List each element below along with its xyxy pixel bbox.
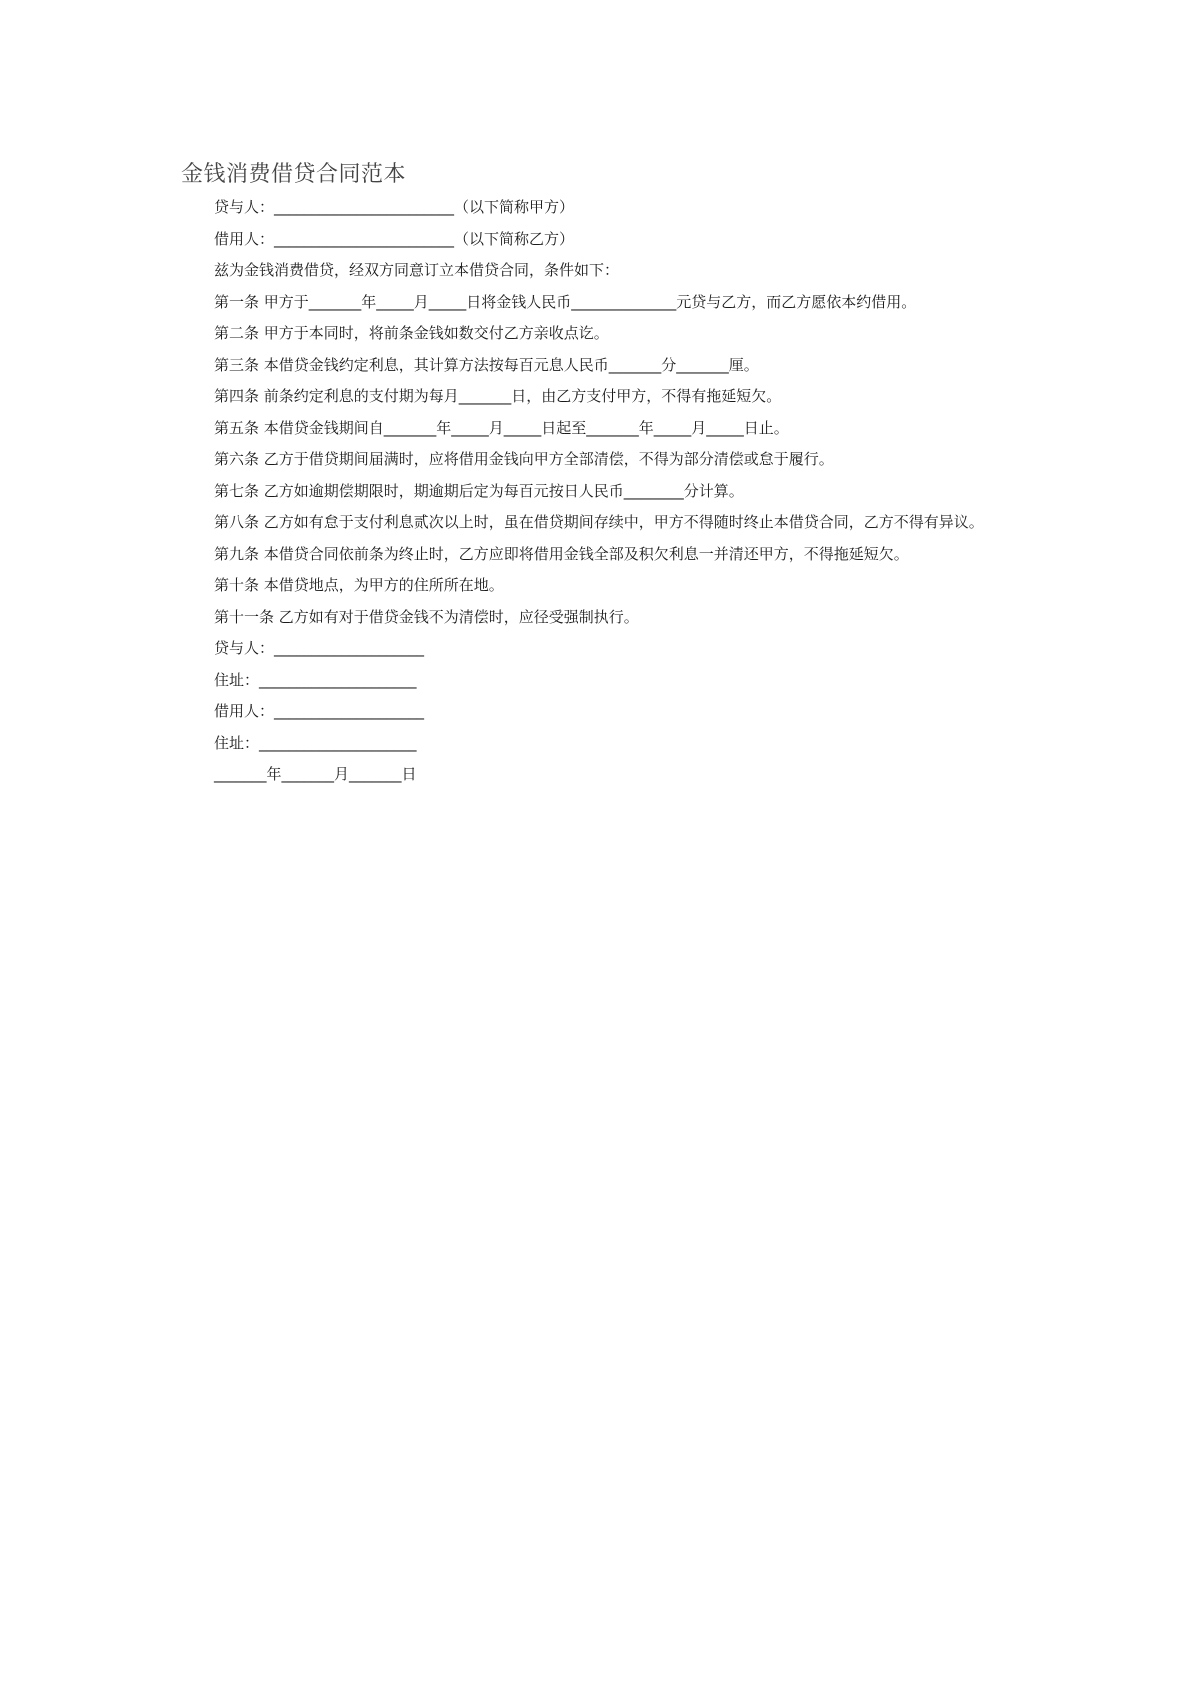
article-6: 第六条 乙方于借贷期间届满时，应将借用金钱向甲方全部清偿，不得为部分清偿或怠于履行。 [214,450,834,468]
preamble: 兹为金钱消费借贷，经双方同意订立本借贷合同，条件如下： [214,261,620,279]
article-9: 第九条 本借贷合同依前条为终止时，乙方应即将借用金钱全部及积欠利息一并清还甲方，不得拖延短欠。 [214,544,909,563]
signature-date: _______年_______月_______日 [214,765,417,783]
document-body [181,192,1016,791]
article-2: 第二条 甲方于本同时，将前条金钱如数交付乙方亲收点讫。 [214,324,609,342]
article-7: 第七条 乙方如逾期偿期限时，期逾期后定为每百元按日人民币________分计算。 [214,481,744,500]
signature-borrower-address: 住址：_____________________ [214,733,417,752]
signature-lender: 贷与人：____________________ [214,639,425,657]
signature-lender-address: 住址：_____________________ [214,670,417,689]
article-8: 第八条 乙方如有怠于支付利息贰次以上时，虽在借贷期间存续中，甲方不得随时终止本借贷合同，乙方不得有异议。 [214,513,984,531]
article-11: 第十一条 乙方如有对于借贷金钱不为清偿时，应径受强制执行。 [214,607,639,626]
article-5: 第五条 本借贷金钱期间自_______年_____月_____日起至_______年_____月_____日止。 [214,418,789,437]
lender-line: 贷与人：________________________（以下简称甲方） [214,198,575,216]
article-1: 第一条 甲方于_______年_____月_____日将金钱人民币______________元贷与乙方，而乙方愿依本约借用。 [214,292,917,311]
document-title: 金钱消费借贷合同范本 [181,162,407,187]
article-10: 第十条 本借贷地点，为甲方的住所所在地。 [214,576,504,594]
signature-borrower: 借用人：____________________ [214,702,425,720]
article-3: 第三条 本借贷金钱约定利息，其计算方法按每百元息人民币_______分_______厘。 [214,355,759,374]
article-4: 第四条 前条约定利息的支付期为每月_______日，由乙方支付甲方，不得有拖延短欠。 [214,387,782,405]
borrower-line: 借用人：________________________（以下简称乙方） [214,229,575,248]
